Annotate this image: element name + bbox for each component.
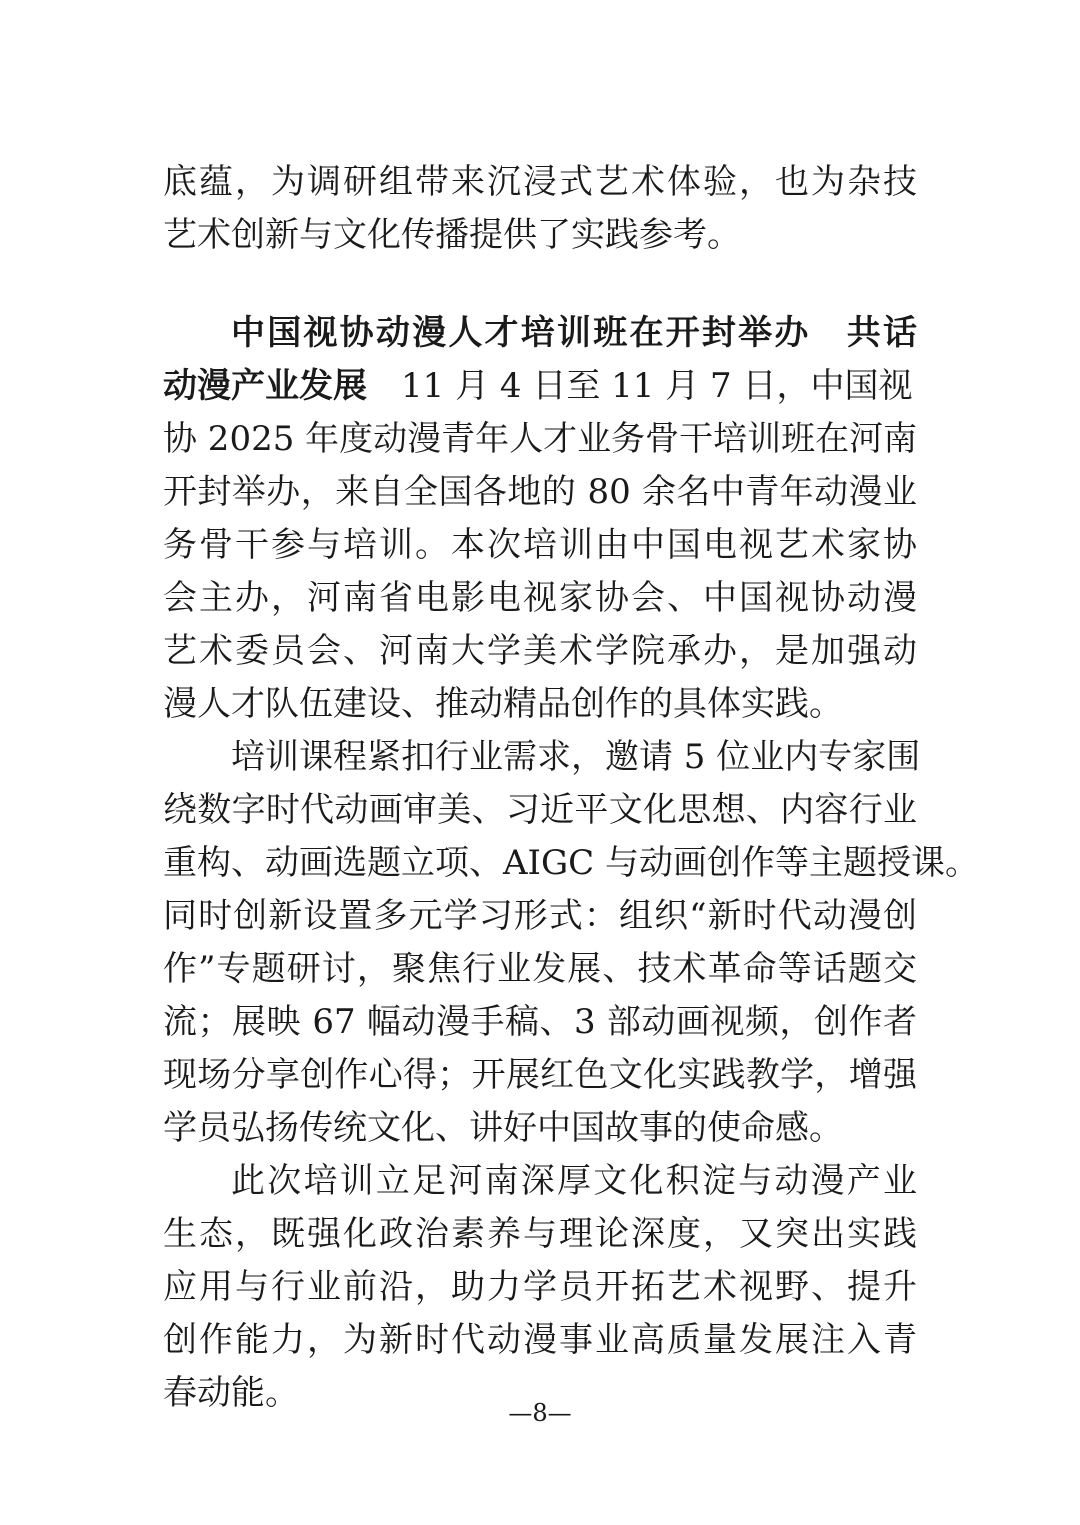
text-line: 同时创新设置多元学习形式：组织“新时代动漫创 xyxy=(163,896,917,936)
text-line: 培训课程紧扣行业需求，邀请 5 位业内专家围 xyxy=(231,737,921,777)
text-line: 此次培训立足河南深厚文化积淀与动漫产业 xyxy=(231,1161,917,1201)
text-line: 务骨干参与培训。本次培训由中国电视艺术家协 xyxy=(163,525,917,565)
text-line: 艺术创新与文化传播提供了实践参考。 xyxy=(163,215,741,255)
text-line: 协 2025 年度动漫青年人才业务骨干培训班在河南 xyxy=(163,419,918,459)
text-line: 作”专题研讨，聚焦行业发展、技术革命等话题交 xyxy=(163,949,917,989)
text-line: 开封举办，来自全国各地的 80 余名中青年动漫业 xyxy=(163,472,917,512)
text-line: 现场分享创作心得；开展红色文化实践教学，增强 xyxy=(163,1055,917,1095)
paragraph-courses xyxy=(163,731,979,1155)
text-line: 应用与行业前沿，助力学员开拓艺术视野、提升 xyxy=(163,1267,917,1307)
section-heading-continuation xyxy=(163,360,917,413)
text-line: 学员弘扬传统文化、讲好中国故事的使命感。 xyxy=(163,1108,843,1148)
text-line: 重构、动画选题立项、AIGC 与动画创作等主题授课。 xyxy=(163,843,979,883)
text-line: 生态，既强化政治素养与理论深度，又突出实践 xyxy=(163,1214,917,1254)
paragraph-summary xyxy=(163,1155,917,1420)
page-number: —8— xyxy=(508,1399,572,1427)
text-line: 底蕴，为调研组带来沉浸式艺术体验，也为杂技 xyxy=(163,162,917,202)
text-line: 会主办，河南省电影电视家协会、中国视协动漫 xyxy=(163,578,917,618)
text-line: 春动能。 xyxy=(163,1373,299,1413)
news-section xyxy=(163,307,917,731)
section-heading-tail: 动漫产业发展 xyxy=(163,366,367,406)
text-line: 流；展映 67 幅动漫手稿、3 部动画视频，创作者 xyxy=(163,1002,917,1042)
section-heading: 中国视协动漫人才培训班在开封举办 共话 xyxy=(231,313,917,353)
intro-paragraph xyxy=(163,156,917,262)
text-line: 艺术委员会、河南大学美术学院承办，是加强动 xyxy=(163,631,917,671)
text-line: 漫人才队伍建设、推动精品创作的具体实践。 xyxy=(163,684,843,724)
text-line: 绕数字时代动画审美、习近平文化思想、内容行业 xyxy=(163,790,917,830)
section-lead-text: 11 月 4 日至 11 月 7 日，中国视 xyxy=(401,366,913,406)
text-line: 创作能力，为新时代动漫事业高质量发展注入青 xyxy=(163,1320,917,1360)
